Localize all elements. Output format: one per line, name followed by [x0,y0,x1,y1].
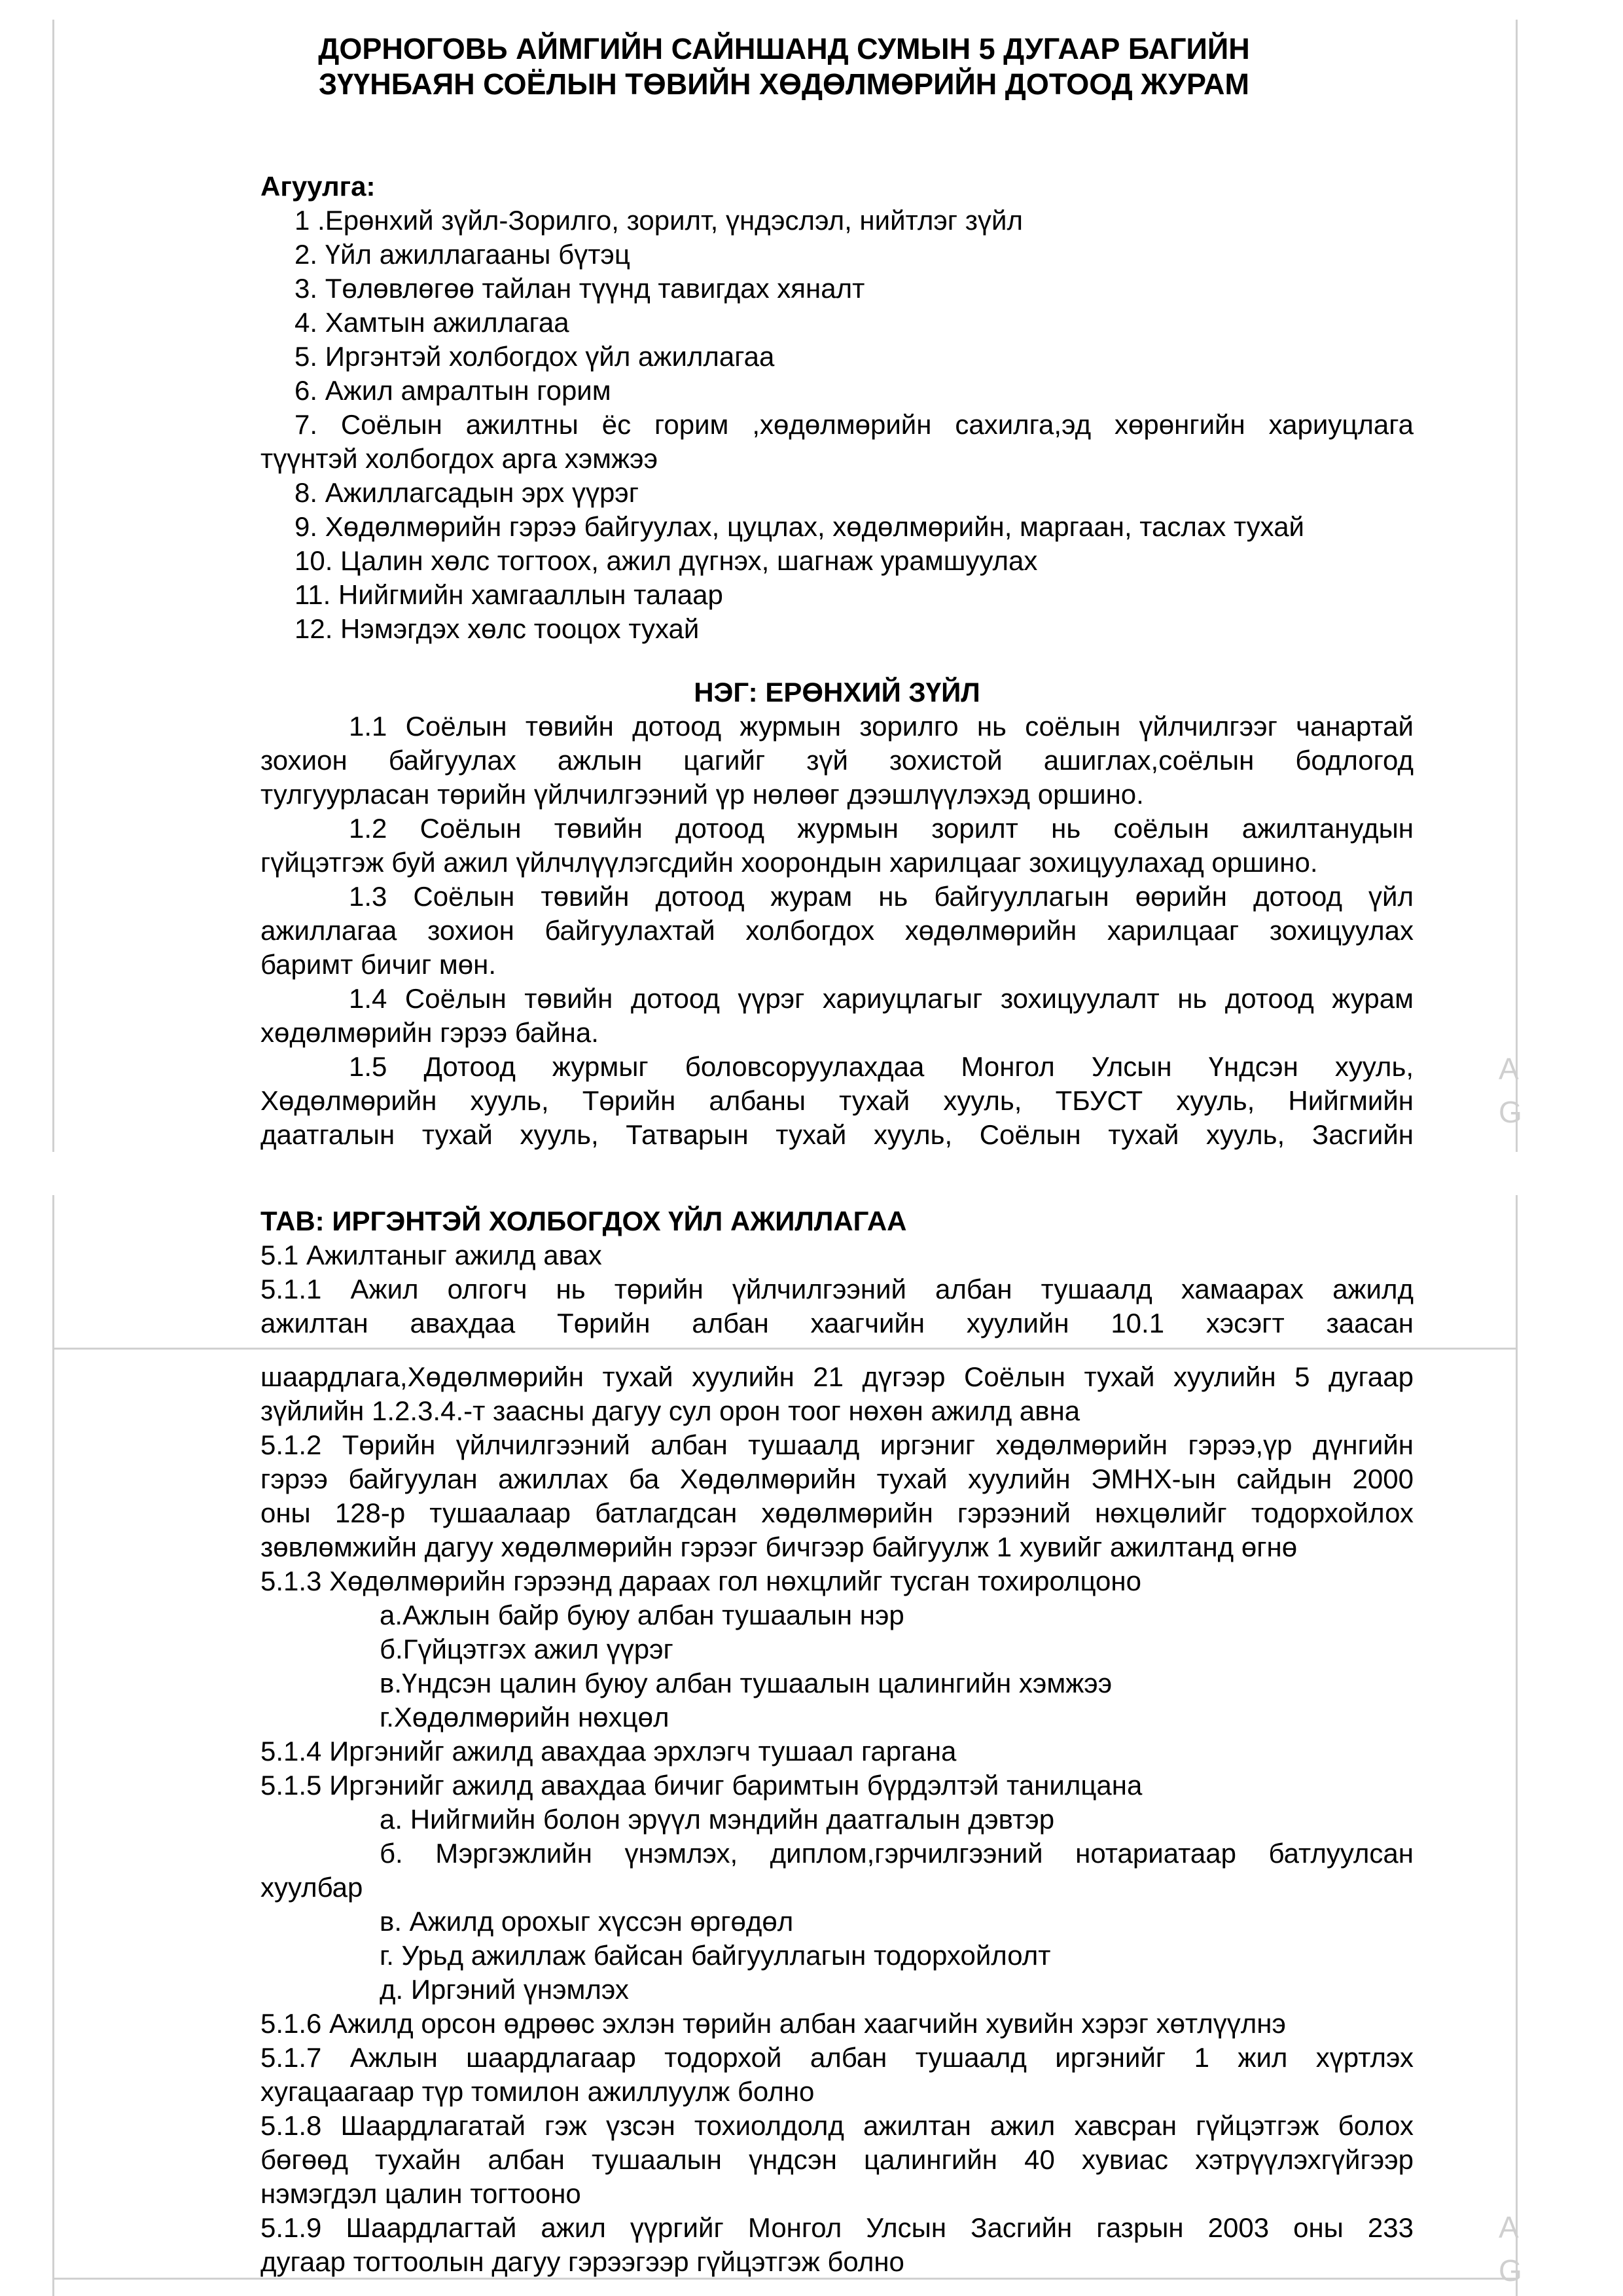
toc-item: 12. Нэмэгдэх хөлс тооцох тухай [294,613,700,644]
paragraph-line: оны 128-р тушаалаар батлагдсан хөдөлмөрийн гэрээний нөхцөлийг тодорхойлох [260,1498,1414,1528]
page-right-border-bottom [1516,1195,1518,2296]
toc-item: 9. Хөдөлмөрийн гэрээ байгуулах, цуцлах, хөдөлмөрийн, маргаан, таслах тухай [294,511,1305,542]
paragraph-line: зохион байгуулах ажлын цагийг зүй зохистой ашиглах,соёлын бодлогод [260,745,1414,776]
paragraph-line: бөгөөд тухайн албан тушаалын үндсэн цалингийн 40 хувиас хэтрүүлэхгүйгээр [260,2144,1414,2175]
toc-heading: Агуулга: [260,171,376,202]
paragraph-line: гэрээ байгуулан ажиллах ба Хөдөлмөрийн тухай хуулийн ЭМНХ-ын сайдын 2000 [260,1463,1414,1494]
list-item: г. Урьд ажиллаж байсан байгууллагын тодорхойлолт [380,1940,1051,1971]
paragraph-line: Хөдөлмөрийн хууль, Төрийн албаны тухай хууль, ТБУСТ хууль, Нийгмийн [260,1085,1414,1116]
list-item: хуулбар [260,1872,363,1903]
paragraph-line: 5.1.2 Төрийн үйлчилгээний албан тушаалд иргэниг хөдөлмөрийн гэрээ,үр дүнгийн [260,1429,1414,1460]
list-item: б.Гүйцэтгэх ажил үүрэг [380,1634,673,1664]
toc-item: 6. Ажил амралтын горим [294,375,611,406]
paragraph-line: ажиллагаа зохион байгуулахтай холбогдох хөдөлмөрийн харилцааг зохицуулах [260,915,1414,946]
paragraph-line: 5.1.8 Шаардлагатай гэж үзсэн тохиолдолд ажилтан ажил хавсран гүйцэтгэж болох [260,2110,1414,2141]
toc-item: 7. Соёлын ажилтны ёс горим ,хөдөлмөрийн сахилга,эд хөрөнгийн хариуцлага [294,409,1414,440]
section-5-heading: ТАВ: ИРГЭНТЭЙ ХОЛБОГДОХ ҮЙЛ АЖИЛЛАГАА [260,1206,907,1236]
list-item: г.Хөдөлмөрийн нөхцөл [380,1702,669,1732]
paragraph-line: 5.1.4 Иргэнийг ажилд авахдаа эрхлэгч тушаал гаргана [260,1736,957,1767]
paragraph-line: хөдөлмөрийн гэрээ байна. [260,1017,599,1048]
toc-item: 11. Нийгмийн хамгааллын талаар [294,579,723,610]
page-left-border-top [52,20,54,1152]
margin-ghost-bottom: А G [1499,2210,1522,2287]
list-item: в. Ажилд орохыг хүссэн өргөдөл [380,1906,794,1937]
title-line-2: ЗҮҮНБАЯН СОЁЛЫН ТӨВИЙН ХӨДӨЛМӨРИЙН ДОТООД ЖУРАМ [318,67,1250,101]
paragraph-line: зүйлийн 1.2.3.4.-т заасны дагуу сул орон тоог нөхөн ажилд авна [260,1395,1080,1426]
paragraph-line: 1.1 Соёлын төвийн дотоод журмын зорилго нь соёлын үйлчилгээг чанартай [349,711,1414,742]
paragraph-line: 5.1.3 Хөдөлмөрийн гэрээнд дараах гол нөхцлийг тусган тохиролцоно [260,1566,1141,1596]
paragraph-line: ажилтан авахдаа Төрийн албан хаагчийн хуулийн 10.1 хэсэгт заасан [260,1308,1414,1338]
section-1-heading: НЭГ: ЕРӨНХИЙ ЗҮЙЛ [694,677,980,708]
toc-item: түүнтэй холбогдох арга хэмжээ [260,443,658,474]
toc-item: 3. Төлөвлөгөө тайлан түүнд тавигдах хяналт [294,273,865,304]
toc-item: 1 .Ерөнхий зүйл-Зорилго, зорилт, үндэслэл, нийтлэг зүйл [294,205,1023,236]
toc-item: 8. Ажиллагсадын эрх үүрэг [294,477,639,508]
paragraph-line: 5.1.6 Ажилд орсон өдрөөс эхлэн төрийн албан хаагчийн хувийн хэрэг хөтлүүлнэ [260,2008,1286,2039]
margin-ghost-top: А G [1499,1052,1522,1129]
section-5-part-b [260,1360,1414,2279]
paragraph-line: дугаар тогтоолын дагуу гэрээгээр гүйцэтгэж болно [260,2246,904,2277]
paragraph-line: даатгалын тухай хууль, Татварын тухай хууль, Соёлын тухай хууль, Засгийн [260,1119,1414,1150]
paragraph-line: нэмэгдэл цалин тогтооно [260,2178,581,2209]
toc-item: 5. Иргэнтэй холбогдох үйл ажиллагаа [294,341,775,372]
paragraph-line: 1.5 Дотоод журмыг боловсоруулахдаа Монгол Улсын Үндсэн хууль, [349,1051,1414,1082]
list-item: д. Иргэний үнэмлэх [380,1974,629,2005]
paragraph-line: шаардлага,Хөдөлмөрийн тухай хуулийн 21 дүгээр Соёлын тухай хуулийн 5 дугаар [260,1361,1414,1392]
list-item: а. Нийгмийн болон эрүүл мэндийн даатгалын дэвтэр [380,1804,1055,1835]
section-1 [260,675,1414,1152]
page-right-border-top [1516,20,1518,1152]
paragraph-line: 5.1.7 Ажлын шаардлагаар тодорхой албан тушаалд иргэнийг 1 жил хүртлэх [260,2042,1414,2073]
page-left-border-bottom [52,1195,54,2296]
list-item: в.Үндсэн цалин буюу албан тушаалын цалингийн хэмжээ [380,1668,1113,1698]
paragraph-line: 5.1 Ажилтаныг ажилд авах [260,1240,602,1270]
toc-item: 4. Хамтын ажиллагаа [294,307,569,338]
table-of-contents [260,170,1414,646]
paragraph-line: 1.3 Соёлын төвийн дотоод журам нь байгууллагын өөрийн дотоод үйл [349,881,1414,912]
list-item: б. Мэргэжлийн үнэмлэх, диплом,гэрчилгээний нотариатаар батлуулсан [380,1838,1414,1869]
paragraph-line: зөвлөмжийн дагуу хөдөлмөрийн гэрээг бичгээр байгуулж 1 хувийг ажилтанд өгнө [260,1532,1298,1562]
paragraph-line: 5.1.9 Шаардлагтай ажил үүргийг Монгол Улсын Засгийн газрын 2003 оны 233 [260,2212,1414,2243]
paragraph-line: 1.4 Соёлын төвийн дотоод үүрэг хариуцлагыг зохицуулалт нь дотоод журам [349,983,1414,1014]
paragraph-line: 5.1.1 Ажил олгогч нь төрийн үйлчилгээний албан тушаалд хамаарах ажилд [260,1274,1414,1304]
paragraph-line: гүйцэтгэж буй ажил үйлчлүүлэгсдийн хоорондын харилцааг зохицуулахад оршино. [260,847,1318,878]
page-break-line [52,1348,1516,1350]
list-item: а.Ажлын байр буюу албан тушаалын нэр [380,1600,904,1630]
paragraph-line: 5.1.5 Иргэнийг ажилд авахдаа бичиг баримтын бүрдэлтэй танилцана [260,1770,1143,1801]
toc-item: 2. Үйл ажиллагааны бүтэц [294,239,630,270]
document-title [260,31,1308,102]
paragraph-line: тулгуурласан төрийн үйлчилгээний үр нөлөөг дээшлүүлэхэд оршино. [260,779,1144,810]
title-line-1: ДОРНОГОВЬ АЙМГИЙН САЙНШАНД СУМЫН 5 ДУГААР БАГИЙН [318,32,1250,65]
toc-item: 10. Цалин хөлс тогтоох, ажил дүгнэх, шагнаж урамшуулах [294,545,1038,576]
section-5-part-a [260,1204,1414,1340]
paragraph-line: баримт бичиг мөн. [260,949,496,980]
paragraph-line: хугацаагаар түр томилон ажиллуулж болно [260,2076,815,2107]
paragraph-line: 1.2 Соёлын төвийн дотоод журмын зорилт нь соёлын ажилтанудын [349,813,1414,844]
